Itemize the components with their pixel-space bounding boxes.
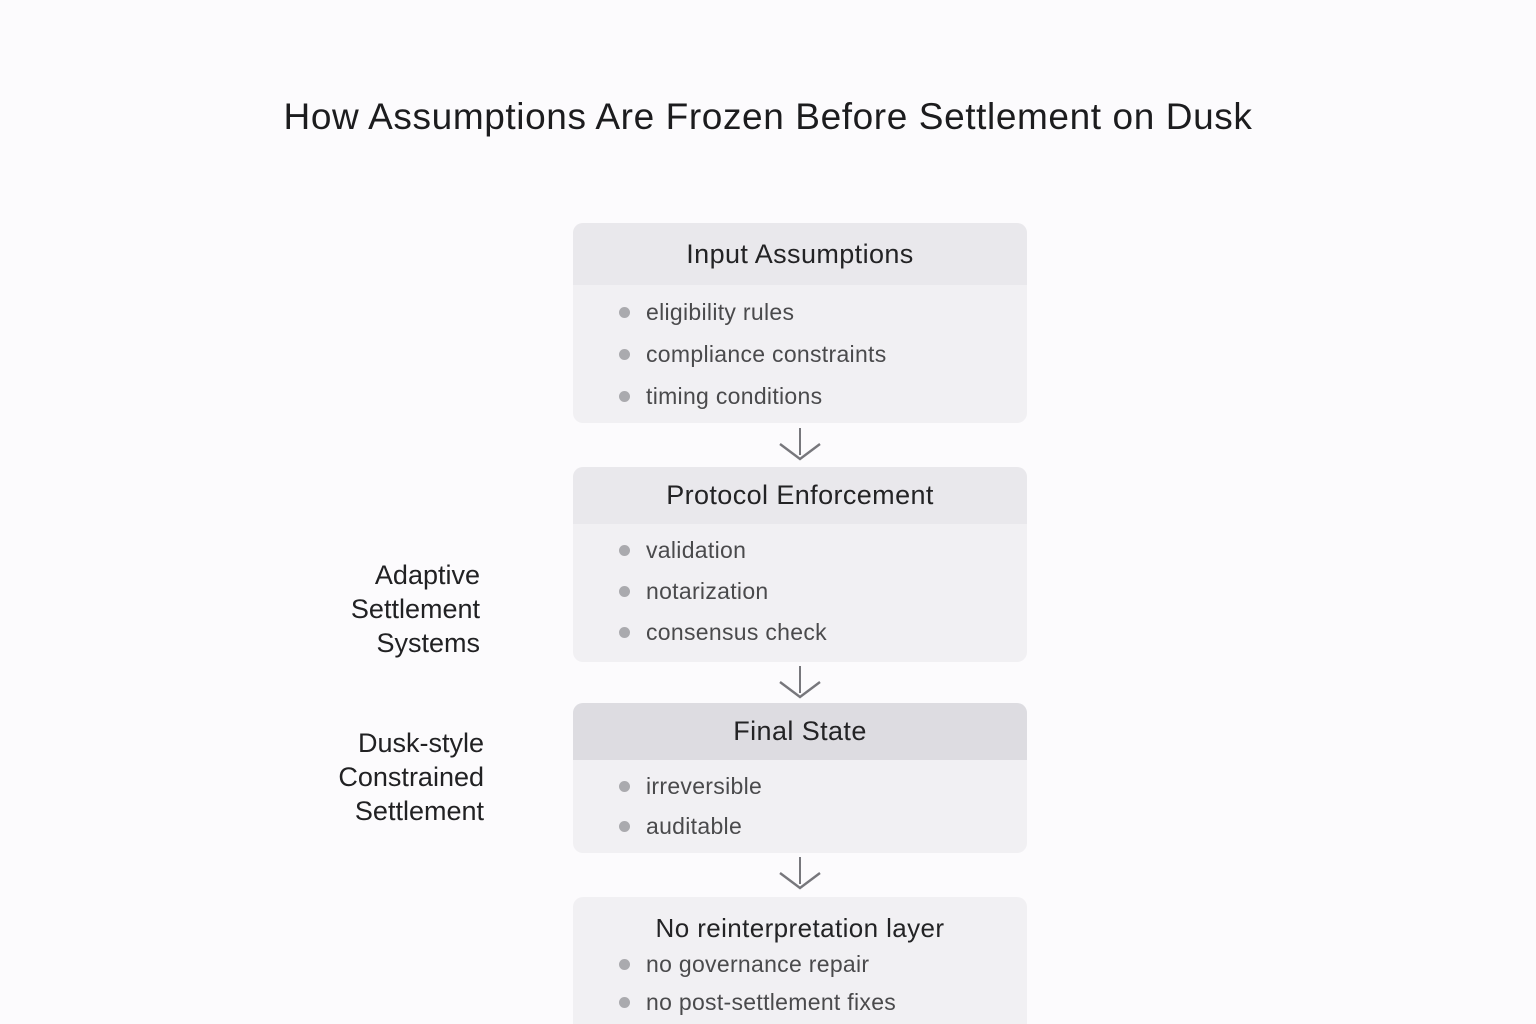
list-item-label: eligibility rules (646, 298, 795, 325)
list-item-label: notarization (646, 578, 769, 604)
list-item (619, 766, 1017, 806)
list-item (619, 983, 1017, 1021)
side-label-line: Systems (376, 628, 480, 658)
bullet-dot-icon (619, 959, 630, 970)
bullet-dot-icon (619, 781, 630, 792)
bullet-dot-icon (619, 586, 630, 597)
arrow-down-icon (772, 665, 828, 699)
list-item-label: no post-settlement fixes (646, 988, 897, 1015)
arrow-down-icon (772, 856, 828, 890)
side-label-line: Settlement (350, 594, 480, 624)
node-header: Final State (573, 703, 1027, 760)
flow-node-no-reinterpretation-layer (573, 897, 1027, 1024)
list-item-label: timing conditions (646, 382, 823, 409)
list-item (619, 612, 1017, 653)
list-item-label: irreversible (646, 772, 763, 799)
node-header: Protocol Enforcement (573, 467, 1027, 524)
list-item (619, 291, 1017, 333)
bullet-dot-icon (619, 997, 630, 1008)
bullet-dot-icon (619, 307, 630, 318)
flow-node-final-state (573, 703, 1027, 853)
node-item-list (573, 760, 1027, 846)
bullet-dot-icon (619, 545, 630, 556)
list-item (619, 530, 1017, 571)
side-label-line: Dusk-style (357, 728, 484, 758)
side-label-line: Settlement (354, 796, 484, 826)
list-item (619, 806, 1017, 846)
flow-node-input-assumptions (573, 223, 1027, 423)
node-header: Input Assumptions (573, 223, 1027, 285)
side-label-line: Constrained (338, 762, 484, 792)
list-item-label: consensus check (646, 619, 827, 645)
side-label-dusk-style-constrained-settlement (184, 726, 484, 828)
arrow-down-icon (772, 427, 828, 461)
list-item-label: auditable (646, 812, 743, 839)
node-item-list (573, 945, 1027, 1021)
flow-node-protocol-enforcement (573, 467, 1027, 662)
diagram-title: How Assumptions Are Frozen Before Settlement on Dusk (283, 96, 1253, 137)
side-label-line: Adaptive (374, 560, 480, 590)
bullet-dot-icon (619, 349, 630, 360)
side-label-adaptive-settlement-systems (180, 558, 480, 660)
list-item-label: compliance constraints (646, 340, 887, 367)
list-item (619, 333, 1017, 375)
list-item-label: no governance repair (646, 950, 870, 977)
bullet-dot-icon (619, 821, 630, 832)
node-title: No reinterpretation layer (655, 913, 945, 943)
list-item-label: validation (646, 537, 747, 563)
node-item-list (573, 285, 1027, 417)
bullet-dot-icon (619, 627, 630, 638)
list-item (619, 571, 1017, 612)
list-item (619, 375, 1017, 417)
bullet-dot-icon (619, 391, 630, 402)
list-item (619, 945, 1017, 983)
node-item-list (573, 524, 1027, 653)
